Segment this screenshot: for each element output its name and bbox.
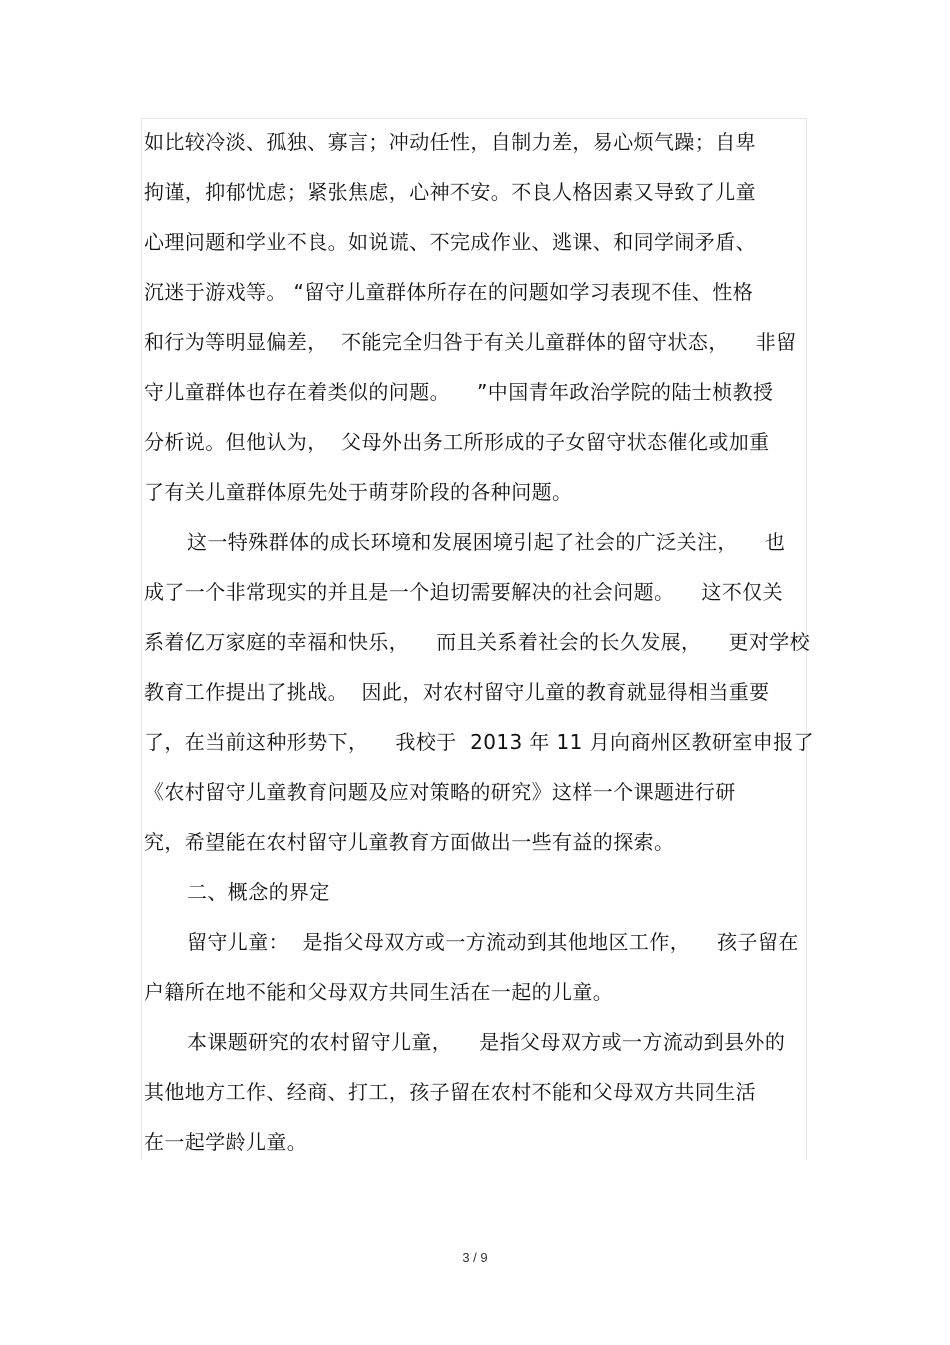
text-line: 了，在当前这种形势下， 我校于 2013 年 11 月向商州区教研室申报了 [144, 730, 814, 754]
text-line: 了有关儿童群体原先处于萌芽阶段的各种问题。 [144, 480, 573, 504]
paragraph-start-line: 本课题研究的农村留守儿童， 是指父母双方或一方流动到县外的 [187, 1030, 786, 1054]
text-line: 守儿童群体也存在着类似的问题。 ”中国青年政治学院的陆士桢教授 [144, 380, 774, 404]
text-line: 户籍所在地不能和父母双方共同生活在一起的儿童。 [144, 980, 614, 1004]
text-line: 系着亿万家庭的幸福和快乐， 而且关系着社会的长久发展， 更对学校 [144, 630, 811, 654]
text-line: 拘谨，抑郁忧虑；紧张焦虑，心神不安。不良人格因素又导致了儿童 [144, 180, 756, 204]
text-line: 其他地方工作、经商、打工，孩子留在农村不能和父母双方共同生活 [144, 1080, 756, 1104]
text-line: 沉迷于游戏等。 “留守儿童群体所存在的问题如学习表现不佳、性格 [144, 280, 754, 304]
text-line: 分析说。但他认为， 父母外出务工所形成的子女留守状态催化或加重 [144, 430, 770, 454]
document-body [144, 124, 814, 1174]
paragraph-start-line: 这一特殊群体的成长环境和发展困境引起了社会的广泛关注， 也 [187, 530, 786, 554]
text-line: 成了一个非常现实的并且是一个迫切需要解决的社会问题。 这不仅关 [144, 580, 784, 604]
text-line: 心理问题和学业不良。如说谎、不完成作业、逃课、和同学闹矛盾、 [144, 230, 756, 254]
text-line: 《农村留守儿童教育问题及应对策略的研究》这样一个课题进行研 [144, 780, 736, 804]
text-line: 在一起学龄儿童。 [144, 1130, 308, 1154]
text-line: 如比较冷淡、孤独、寡言；冲动任性，自制力差，易心烦气躁；自卑 [144, 130, 756, 154]
paragraph-start-line: 留守儿童： 是指父母双方或一方流动到其他地区工作， 孩子留在 [187, 930, 799, 954]
text-line: 教育工作提出了挑战。 因此，对农村留守儿童的教育就显得相当重要 [144, 680, 770, 704]
section-heading: 二、概念的界定 [187, 880, 330, 904]
text-line: 和行为等明显偏差， 不能完全归咎于有关儿童群体的留守状态， 非留 [144, 330, 797, 354]
page-number: 3 / 9 [462, 1250, 488, 1265]
text-line: 究，希望能在农村留守儿童教育方面做出一些有益的探索。 [144, 830, 675, 854]
